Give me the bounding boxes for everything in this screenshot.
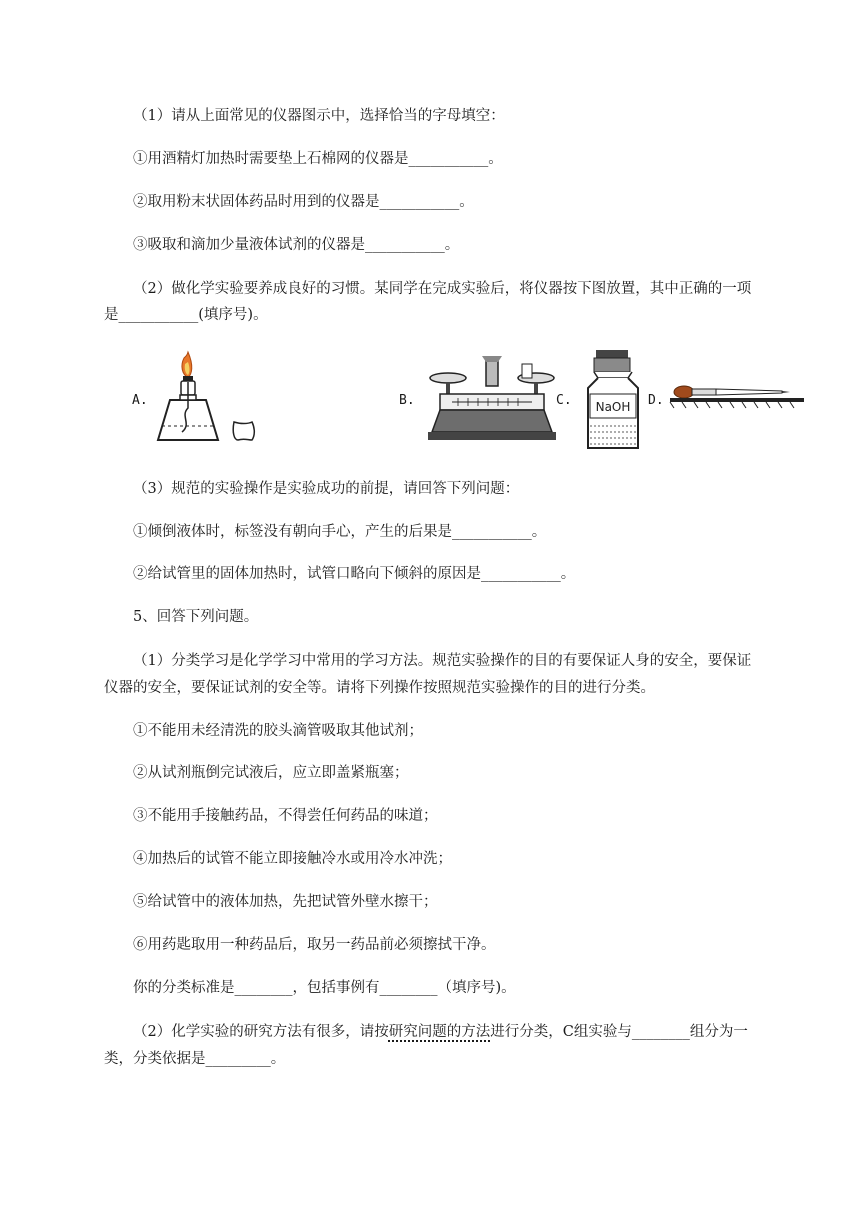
question-5-part-2-text-b: 进行分类，C组实验与________组分为一 [490, 1024, 748, 1040]
question-4-part-3-a: ①倾倒液体时，标签没有朝向手心，产生的后果是___________。 [133, 524, 547, 540]
question-5-part-2-text-a: （2）化学实验的研究方法有很多，请按 [133, 1024, 389, 1040]
question-5-part-1-line2: 仪器的安全，要保证试剂的安全等。请将下列操作按照规范实验操作的目的进行分类。 [104, 680, 655, 696]
question-5-item-4: ④加热后的试管不能立即接触冷水或用冷水冲洗； [133, 851, 452, 867]
alcohol-lamp-icon [152, 348, 262, 448]
question-5-item-3: ③不能用手接触药品，不得尝任何药品的味道； [133, 808, 438, 824]
emphasized-phrase: 研究问题的方法 [388, 1024, 491, 1040]
question-4-part-1-c: ③吸取和滴加少量液体试剂的仪器是___________。 [133, 237, 460, 253]
question-4-part-1: （1）请从上面常见的仪器图示中，选择恰当的字母填空： [133, 108, 505, 124]
dropper-on-table-icon [664, 384, 804, 410]
question-4-part-3-b: ②给试管里的固体加热时，试管口略向下倾斜的原因是___________。 [133, 566, 576, 582]
question-5-part-2-line2: 类，分类依据是_________。 [104, 1051, 286, 1067]
question-5-classify: 你的分类标准是________，包括事例有________（填序号)。 [133, 980, 516, 996]
question-4-part-1-b: ②取用粉末状固体药品时用到的仪器是___________。 [133, 194, 474, 210]
question-4-part-2-line2: 是___________(填序号)。 [104, 307, 268, 323]
question-5-item-6: ⑥用药匙取用一种药品后，取另一药品前必须擦拭干净。 [133, 937, 496, 953]
question-5-part-1-line1: （1）分类学习是化学学习中常用的学习方法。规范实验操作的目的有要保证人身的安全，要保证 [133, 653, 752, 669]
question-4-part-3: （3）规范的实验操作是实验成功的前提，请回答下列问题： [133, 481, 520, 497]
question-5-part-2-line1 [133, 1022, 748, 1042]
option-a-label: A. [132, 393, 148, 408]
question-5-item-1: ①不能用未经清洗的胶头滴管吸取其他试剂； [133, 723, 423, 739]
question-5-title: 5、回答下列问题。 [133, 609, 259, 625]
reagent-bottle-icon [584, 350, 642, 450]
option-d-label: D. [648, 393, 664, 408]
option-b-label: B. [399, 393, 415, 408]
question-4-part-1-a: ①用酒精灯加热时需要垫上石棉网的仪器是___________。 [133, 151, 503, 167]
option-c-label: C. [556, 393, 572, 408]
bottle-label: NaOH [595, 400, 631, 414]
question-4-part-2-line1: （2）做化学实验要养成良好的习惯。某同学在完成实验后，将仪器按下图放置，其中正确的一项 [133, 281, 752, 297]
question-5-item-5: ⑤给试管中的液体加热，先把试管外壁水擦干； [133, 894, 438, 910]
balance-scale-icon [428, 356, 556, 444]
question-5-item-2: ②从试剂瓶倒完试液后，应立即盖紧瓶塞； [133, 765, 409, 781]
